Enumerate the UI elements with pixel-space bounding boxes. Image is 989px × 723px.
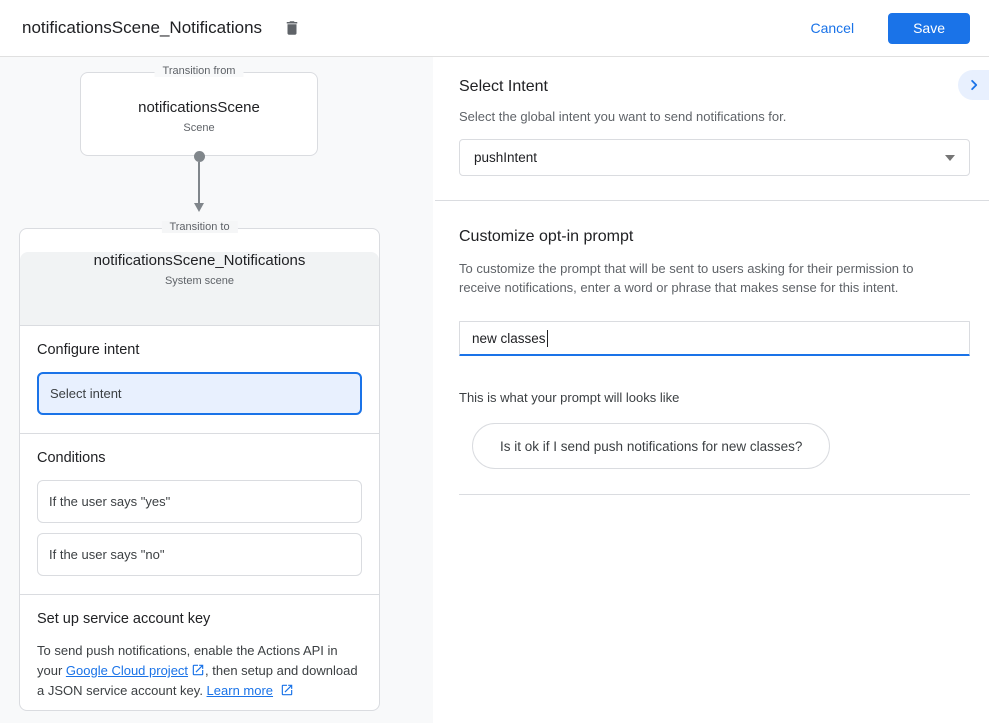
customize-prompt-block <box>433 201 989 495</box>
prompt-preview-text: Is it ok if I send push notifications for new classes? <box>500 438 803 454</box>
service-account-heading: Set up service account key <box>37 611 211 627</box>
customize-prompt-heading: Customize opt-in prompt <box>459 228 634 245</box>
collapse-panel-button[interactable] <box>958 70 989 100</box>
service-text-part1: To send push notifications, enable the Actions API in your <box>37 643 338 678</box>
conditions-section <box>20 434 379 595</box>
select-intent-item[interactable] <box>37 372 362 415</box>
transition-from-legend: Transition from <box>155 65 244 77</box>
transition-to-type: System scene <box>164 275 235 287</box>
intent-dropdown-value: pushIntent <box>474 150 538 165</box>
service-account-section <box>20 595 379 719</box>
intent-config-panel <box>433 57 989 723</box>
transition-from-node[interactable] <box>80 65 318 156</box>
cancel-button[interactable]: Cancel <box>810 20 855 36</box>
select-intent-label: Select intent <box>50 386 122 401</box>
customize-prompt-description: To customize the prompt that will be sent to users asking for their permission to receive notifications, enter a word or phrase that makes sense for this intent. <box>459 261 914 295</box>
page-title: notificationsScene_Notifications <box>22 18 263 37</box>
transition-to-card <box>19 221 380 711</box>
service-account-text <box>37 641 362 701</box>
connector-arrowhead-icon <box>194 203 204 212</box>
transition-to-legend: Transition to <box>161 221 237 233</box>
transition-to-name: notificationsScene_Notifications <box>93 252 306 269</box>
google-cloud-project-link[interactable]: Google Cloud project <box>65 663 189 678</box>
section-divider <box>459 494 970 495</box>
opt-in-prompt-input[interactable] <box>459 321 970 356</box>
opt-in-prompt-value: new classes <box>472 330 546 346</box>
transition-to-header <box>20 252 379 326</box>
conditions-heading: Conditions <box>37 450 106 466</box>
intent-dropdown[interactable] <box>459 139 970 176</box>
open-in-new-icon <box>280 683 294 697</box>
chevron-right-icon <box>965 76 983 94</box>
service-text-part2: , then setup and download a JSON service account key. <box>37 663 358 698</box>
select-intent-heading: Select Intent <box>459 78 548 95</box>
connector-line <box>198 162 200 203</box>
learn-more-link[interactable]: Learn more <box>206 683 274 698</box>
connector-dot <box>194 151 205 162</box>
text-cursor <box>547 330 549 347</box>
prompt-preview-chip <box>472 423 830 469</box>
prompt-preview-label: This is what your prompt will looks like <box>459 390 680 405</box>
delete-scene-button[interactable] <box>280 16 304 40</box>
transition-from-type: Scene <box>183 122 215 134</box>
top-bar <box>0 0 989 57</box>
condition-item-no[interactable] <box>37 533 362 576</box>
trash-icon <box>283 19 301 37</box>
condition-no-label: If the user says "no" <box>49 547 165 562</box>
configure-intent-section <box>20 326 379 434</box>
configure-intent-heading: Configure intent <box>37 342 140 358</box>
open-in-new-icon <box>191 663 205 677</box>
select-intent-block <box>433 57 989 176</box>
condition-item-yes[interactable] <box>37 480 362 523</box>
condition-yes-label: If the user says "yes" <box>49 494 171 509</box>
scene-flow-panel <box>0 57 433 723</box>
transition-from-name: notificationsScene <box>138 99 260 116</box>
caret-down-icon <box>945 155 955 161</box>
select-intent-description: Select the global intent you want to send notifications for. <box>459 109 787 124</box>
save-button[interactable]: Save <box>888 13 970 44</box>
